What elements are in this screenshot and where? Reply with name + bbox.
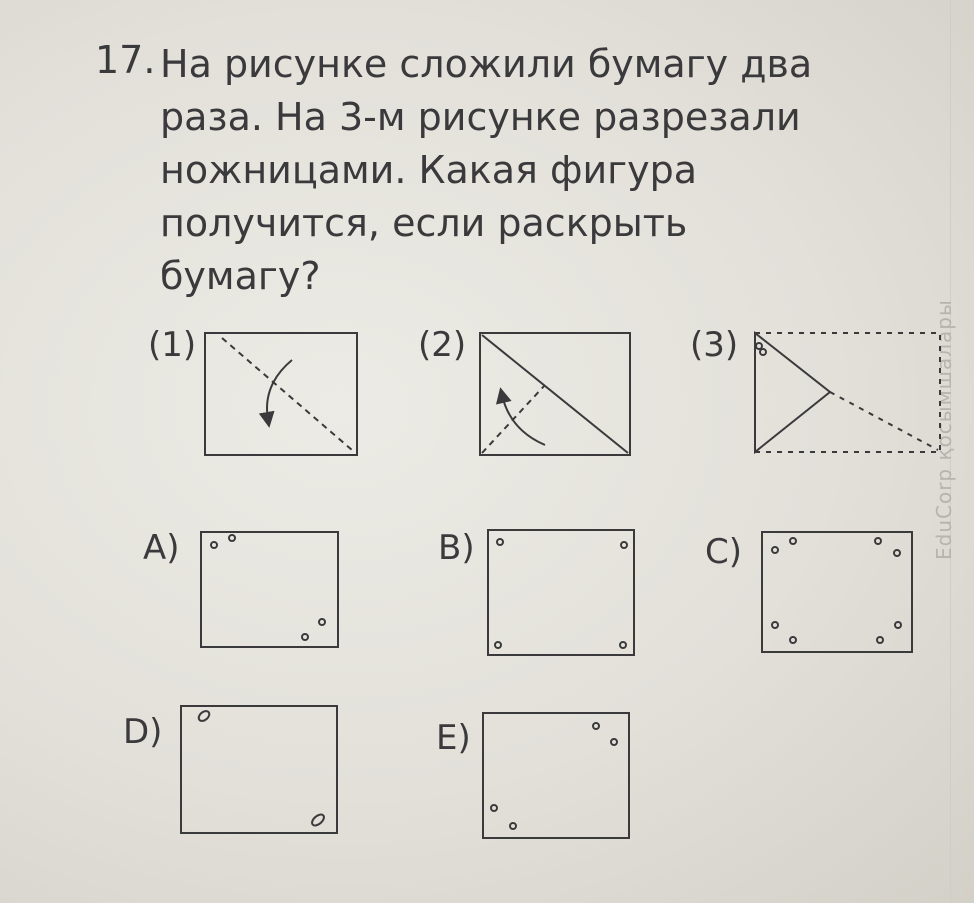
hole xyxy=(621,542,627,548)
hole xyxy=(491,805,497,811)
option-c-sheet xyxy=(762,532,912,652)
hole xyxy=(211,542,217,548)
option-c-label: C) xyxy=(705,532,743,572)
step-2-label: (2) xyxy=(418,325,467,365)
hole xyxy=(790,637,796,643)
problem-number: 17. xyxy=(95,38,156,82)
option-e-figure xyxy=(483,713,629,838)
option-a-sheet xyxy=(201,532,338,647)
option-b-label: B) xyxy=(438,528,475,568)
hole xyxy=(877,637,883,643)
option-d-figure xyxy=(181,706,337,833)
option-a-label: A) xyxy=(143,528,180,568)
slot-hole xyxy=(310,812,326,827)
problem-line: получится, если раскрыть xyxy=(160,201,688,245)
hole xyxy=(302,634,308,640)
cut-hole xyxy=(756,343,762,349)
option-e-label: E) xyxy=(436,718,471,758)
hole xyxy=(620,642,626,648)
problem-line: ножницами. Какая фигура xyxy=(160,148,698,192)
hole xyxy=(875,538,881,544)
cut-hole xyxy=(760,349,766,355)
hole xyxy=(510,823,516,829)
option-e-sheet xyxy=(483,713,629,838)
step-1-label: (1) xyxy=(148,325,197,365)
original-outline-dashed xyxy=(755,333,940,452)
problem-line: раза. На 3-м рисунке разрезали xyxy=(160,95,801,139)
hole xyxy=(611,739,617,745)
hole xyxy=(895,622,901,628)
hole xyxy=(319,619,325,625)
fold-line-dashed xyxy=(222,338,352,450)
fold-line-dashed xyxy=(482,385,545,453)
option-a-figure xyxy=(201,532,338,647)
step-1-sheet xyxy=(205,333,357,455)
option-d-label: D) xyxy=(123,712,163,752)
problem-line: На рисунке сложили бумагу два xyxy=(160,42,813,86)
hole xyxy=(772,622,778,628)
hole xyxy=(894,550,900,556)
hole xyxy=(790,538,796,544)
hole xyxy=(772,547,778,553)
hole xyxy=(497,539,503,545)
step-2-figure xyxy=(480,333,630,455)
fold-arrow xyxy=(502,395,545,445)
hole xyxy=(593,723,599,729)
option-b-sheet xyxy=(488,530,634,655)
slot-hole xyxy=(197,709,211,723)
problem-line: бумагу? xyxy=(160,254,321,298)
option-d-sheet xyxy=(181,706,337,833)
hole xyxy=(495,642,501,648)
step-3-figure xyxy=(755,333,940,452)
fold-edge-solid xyxy=(482,335,628,453)
step-3-label: (3) xyxy=(690,325,739,365)
hole xyxy=(229,535,235,541)
fold-arrow xyxy=(267,360,292,420)
step-1-figure xyxy=(205,333,357,455)
option-b-figure xyxy=(488,530,634,655)
option-c-figure xyxy=(762,532,912,652)
side-watermark-text: EduCorp қосымшалары xyxy=(932,299,956,560)
fold-line-dashed xyxy=(830,392,938,450)
